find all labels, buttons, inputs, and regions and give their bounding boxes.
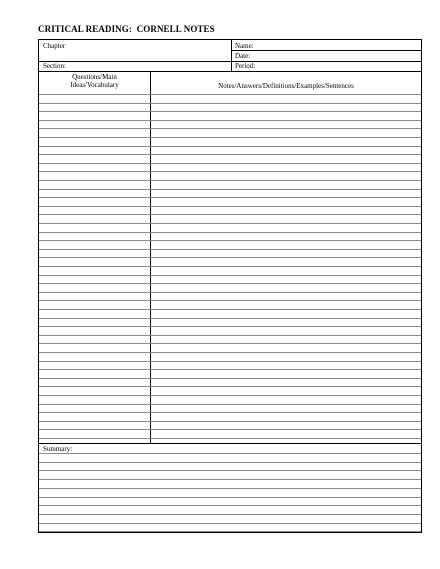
date-label: Date: — [235, 52, 251, 60]
ruled-line — [39, 369, 421, 370]
ruled-line — [39, 292, 421, 293]
questions-header-line2: Ideas/Vocabulary — [70, 81, 119, 89]
ruled-line — [39, 163, 421, 164]
ruled-line — [39, 378, 421, 379]
ruled-line — [39, 180, 421, 181]
ruled-line — [39, 137, 421, 138]
ruled-line — [39, 404, 421, 405]
page-title: CRITICAL READING: CORNELL NOTES — [38, 24, 215, 34]
ruled-line — [39, 309, 421, 310]
ruled-line — [39, 343, 421, 344]
summary-top-border — [39, 443, 421, 444]
cornell-notes-form — [38, 39, 422, 533]
summary-ruled-line — [39, 488, 421, 489]
ruled-line — [39, 189, 421, 190]
notes-column-header: Notes/Answers/Definitions/Examples/Sentences — [218, 82, 354, 90]
ruled-line — [39, 421, 421, 422]
ruled-line — [39, 223, 421, 224]
summary-ruled-line — [39, 514, 421, 515]
ruled-line — [39, 111, 421, 112]
ruled-line — [39, 352, 421, 353]
ruled-line — [39, 412, 421, 413]
ruled-line — [39, 283, 421, 284]
ruled-line — [39, 275, 421, 276]
ruled-line — [39, 214, 421, 215]
ruled-line — [39, 395, 421, 396]
ruled-line — [39, 335, 421, 336]
questions-column-header — [39, 73, 150, 89]
summary-ruled-line — [39, 505, 421, 506]
ruled-line — [39, 300, 421, 301]
ruled-line — [39, 249, 421, 250]
questions-header-line1: Questions/Main — [72, 73, 117, 81]
summary-ruled-line — [39, 470, 421, 471]
name-label: Name: — [235, 42, 254, 50]
summary-label: Summary: — [43, 445, 73, 453]
section-label: Section: — [43, 62, 66, 70]
ruled-line — [39, 171, 421, 172]
ruled-line — [39, 154, 421, 155]
ruled-line — [39, 232, 421, 233]
ruled-line — [39, 386, 421, 387]
ruled-line — [39, 438, 421, 439]
summary-ruled-line — [39, 462, 421, 463]
ruled-line — [39, 240, 421, 241]
header-bottom-border — [39, 71, 421, 72]
summary-ruled-line — [39, 453, 421, 454]
name-date-divider — [231, 50, 421, 51]
summary-ruled-line — [39, 531, 421, 532]
ruled-line — [39, 206, 421, 207]
ruled-line — [39, 318, 421, 319]
ruled-line — [39, 429, 421, 430]
ruled-line — [39, 120, 421, 121]
summary-ruled-line — [39, 479, 421, 480]
ruled-line — [39, 94, 421, 95]
header-row-divider — [39, 61, 421, 62]
ruled-line — [39, 326, 421, 327]
summary-ruled-line — [39, 523, 421, 524]
ruled-line — [39, 197, 421, 198]
header-divider — [231, 40, 232, 72]
ruled-line — [39, 103, 421, 104]
ruled-line — [39, 257, 421, 258]
summary-ruled-line — [39, 497, 421, 498]
ruled-line — [39, 146, 421, 147]
ruled-line — [39, 361, 421, 362]
period-label: Period: — [235, 62, 256, 70]
ruled-line — [39, 128, 421, 129]
chapter-label: Chapter — [43, 42, 66, 50]
ruled-line — [39, 266, 421, 267]
